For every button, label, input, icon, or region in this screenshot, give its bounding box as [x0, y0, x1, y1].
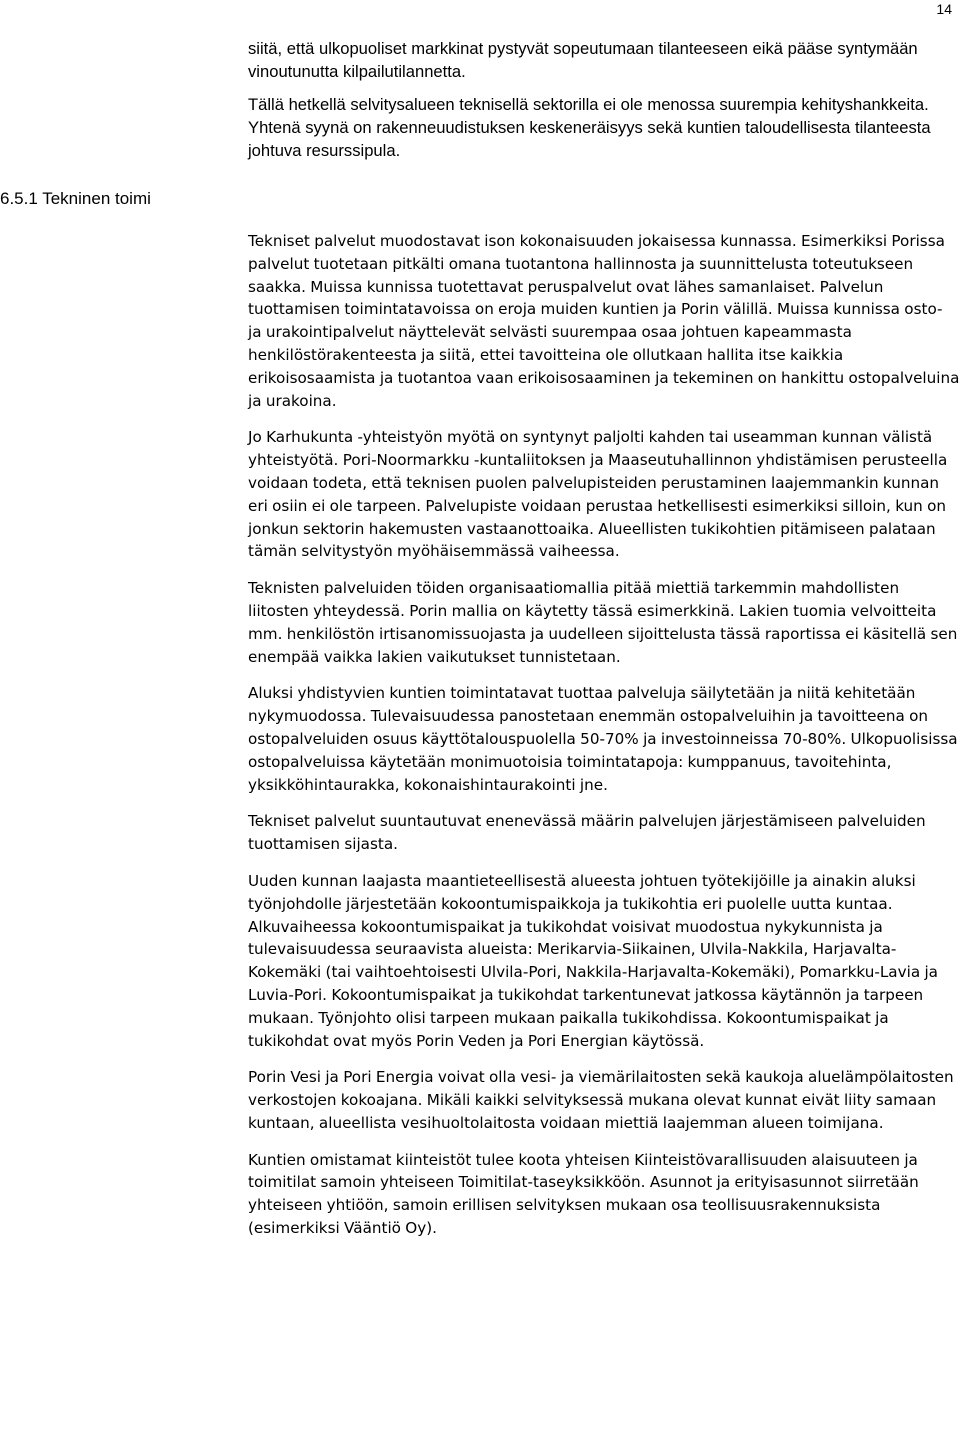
page-number: 14 — [936, 1, 952, 17]
body-paragraph: Tekniset palvelut suuntautuvat enenevässä määrin palvelujen järjestämiseen palveluiden tuottamisen sijasta. — [248, 812, 926, 854]
intro-paragraph: siitä, että ulkopuoliset markkinat pystyvät sopeutumaan tilanteeseen eikä pääse syntymään vinoutunutta kilpailutilannetta. — [248, 39, 918, 81]
body-paragraph: Porin Vesi ja Pori Energia voivat olla vesi- ja viemärilaitosten sekä kaukoja aluelämpölaitosten verkostojen kokoajana. Mikäli kaikki selvityksessä mukana olevat kunnat eivät liity samaan kuntaan, alueellista vesihuoltolaitosta voidaan miettiä laajemman alueen toimijana. — [248, 1068, 954, 1132]
intro-text — [248, 37, 958, 172]
body-paragraph: Jo Karhukunta -yhteistyön myötä on syntynyt paljolti kahden tai useamman kunnan välistä yhteistyötä. Pori-Noormarkku -kuntaliitoksen ja Maaseutuhallinnon yhdistämisen perusteella voidaan todeta, että teknisen puolen palvelupisteiden perustaminen laajemmankin kunnan eri osiin ei ole tarpeen. Palvelupiste voidaan perustaa hetkellisesti esimerkiksi silloin, kun on jonkun sektorin hakemusten vastaanottoaika. Alueellisten tukikohtien pitämiseen palataan tämän selvitystyön myöhäisemmässä vaiheessa. — [248, 428, 948, 561]
body-paragraph: Kuntien omistamat kiinteistöt tulee koota yhteisen Kiinteistövarallisuuden alaisuuteen ja toimitilat samoin yhteiseen Toimitilat-taseyksikköön. Asunnot ja erityisasunnot siirretään yhteiseen yhtiöön, samoin erillisen selvityksen mukaan osa teollisuusrakennuksista (esimerkiksi Vääntiö Oy). — [248, 1150, 919, 1238]
body-paragraph: Tekniset palvelut muodostavat ison kokonaisuuden jokaisessa kunnassa. Esimerkiksi Porissa palvelut tuotetaan pitkälti omana tuotantona hallinnosta ja suunnittelusta toteutukseen saakka. Muissa kunnissa tuotettavat peruspalvelut ovat lähes samanlaiset. Palvelun tuottamisen toimintatavoissa on eroja muiden kuntien ja Porin välillä. Muissa kunnissa osto- ja urakointipalvelut näyttelevät selvästi suurempaa osaa johtuen kapeammasta henkilöstörakenteesta ja siitä, ettei tavoitteina ole ollutkaan hallita itse kaikkia erikoisosaamista ja tuotantoa vaan erikoisosaaminen ja tekeminen on hankittu ostopalveluina ja urakoina. — [248, 232, 960, 410]
intro-paragraph: Tällä hetkellä selvitysalueen teknisellä sektorilla ei ole menossa suurempia kehityshankkeita. Yhtenä syynä on rakenneuudistuksen keskeneräisyys sekä kuntien taloudellisesta tilanteesta johtuva resurssipula. — [248, 95, 931, 160]
body-paragraph: Teknisten palveluiden töiden organisaatiomallia pitää miettiä tarkemmin mahdollisten liitosten yhteydessä. Porin mallia on käytetty tässä esimerkkinä. Lakien tuomia velvoitteita mm. henkilöstön irtisanomissuojasta ja uudelleen sijoittelusta tässä raportissa ei käsitellä sen enempää vaikka lakien vaikutukset tunnistetaan. — [248, 579, 958, 666]
body-paragraph: Aluksi yhdistyvien kuntien toimintatavat tuottaa palveluja säilytetään ja niitä kehitetään nykymuodossa. Tulevaisuudessa panostetaan enemmän ostopalveluihin ja tavoitteena on ostopalveluiden osuus käyttötalouspuolella 50-70% ja investoinneissa 70-80%. Ulkopuolisissa ostopalveluissa käytetään monimuotoisia toimintatapoja: kumppanuus, tavoitehinta, yksikköhintaurakka, kokonaishintaurakointi jne. — [248, 684, 958, 794]
section-heading: 6.5.1 Tekninen toimi — [0, 189, 151, 208]
body-paragraph: Uuden kunnan laajasta maantieteellisestä alueesta johtuen työtekijöille ja ainakin aluksi työnjohdolle järjestetään kokoontumispaikkoja ja tukikohtia eri puolelle uutta kuntaa. Alkuvaiheessa kokoontumispaikat ja tukikohdat voisivat muodostua nykykunnista ja tulevaisuudessa seuraavista alueista: Merikarvia-Siikainen, Ulvila-Nakkila, Harjavalta-Kokemäki (tai vaihtoehtoisesti Ulvila-Pori, Nakkila-Harjavalta-Kokemäki), Pomarkku-Lavia ja Luvia-Pori. Kokoontumispaikat ja tukikohdat tarkentunevat jatkossa käytännön ja tarpeen mukaan. Työnjohto olisi tarpeen mukaan paikalla tukikohdissa. Kokoontumispaikat ja tukikohdat ovat myös Porin Veden ja Pori Energian käytössä. — [248, 871, 938, 1050]
section-body — [248, 230, 960, 1254]
